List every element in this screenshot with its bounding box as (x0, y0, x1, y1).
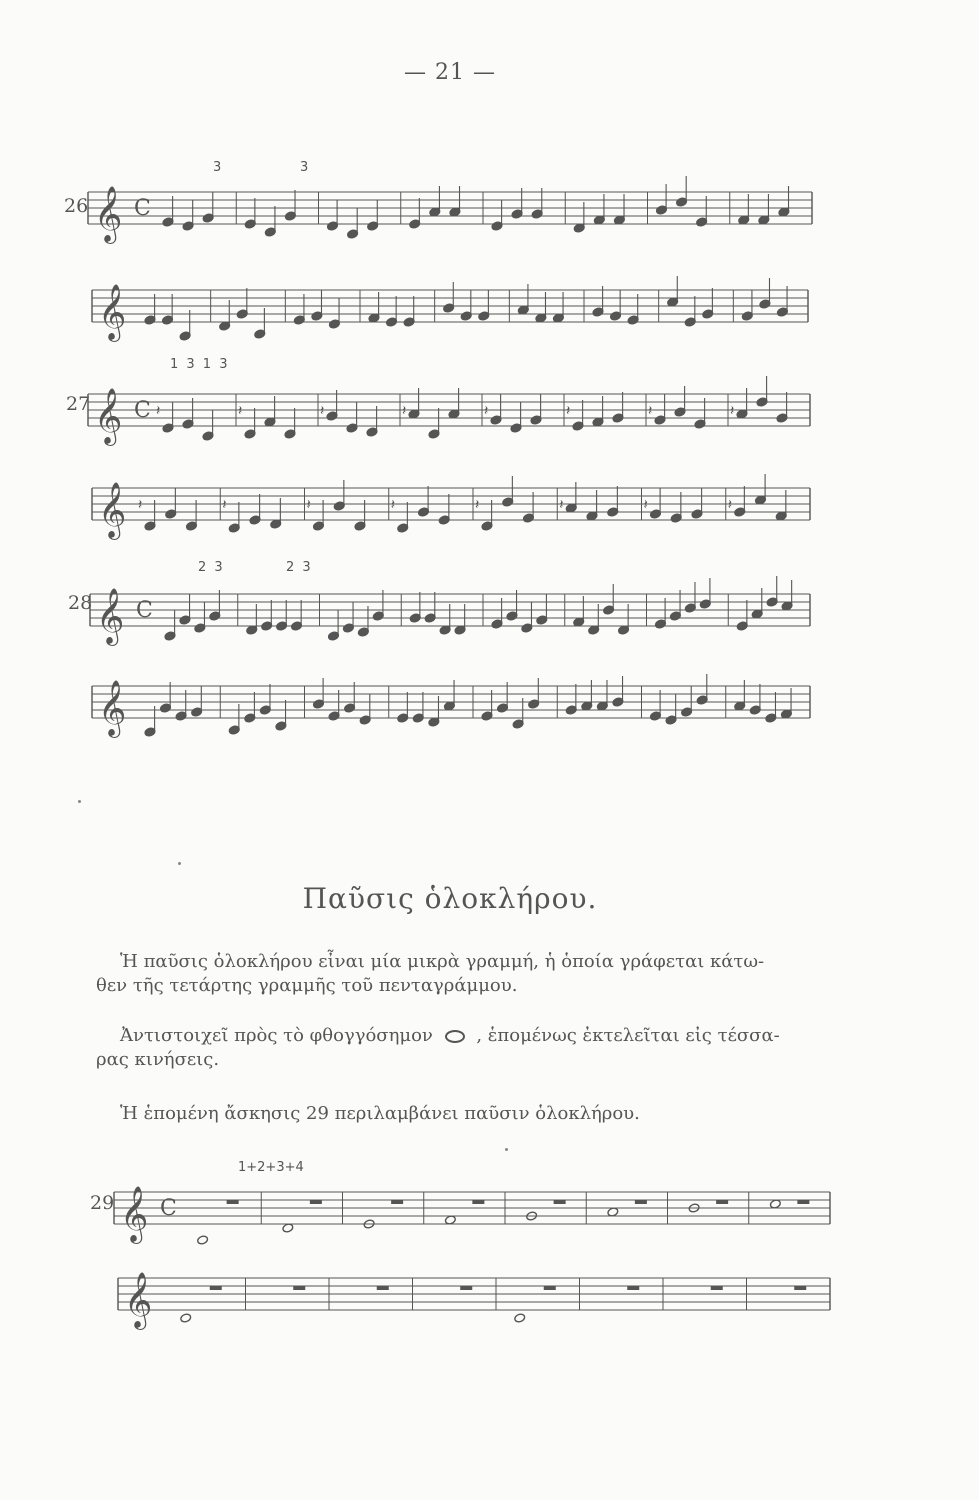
eighth-note (603, 584, 615, 615)
eighth-note (397, 502, 409, 533)
eighth-note (755, 474, 767, 505)
staff-26a (88, 170, 812, 260)
eighth-note (160, 682, 172, 713)
page-number: — 21 — (404, 60, 496, 85)
eighth-note (535, 292, 547, 323)
exercise-number: 26 (64, 195, 89, 217)
paragraph-next-exercise (120, 1102, 830, 1126)
eighth-note (736, 600, 748, 631)
fingering-label: 2 3 (198, 560, 225, 575)
text-fragment: , ἑπομένως ἐκτελεῖται εἰς τέσσα- (476, 1025, 780, 1046)
quarter-rest-icon: 𝄽 (238, 403, 243, 419)
eighth-note (444, 680, 456, 711)
staff-28b (92, 664, 810, 754)
text-line: Ἡ ἑπομένη ἄσκησις 29 περιλαμβάνει παῦσιν ὁλοκλήρου. (120, 1103, 640, 1124)
eighth-note (428, 696, 440, 727)
eighth-note (412, 692, 424, 723)
eighth-note (424, 592, 436, 623)
quarter-rest-icon: 𝄽 (648, 403, 653, 419)
eighth-note (357, 606, 369, 637)
eighth-note (627, 294, 639, 325)
whole-rest-icon (554, 1200, 566, 1204)
quarter-rest-icon: 𝄽 (320, 403, 325, 419)
text-fragment: Ἀντιστοιχεῖ πρὸς τὸ φθογγόσημον (120, 1025, 433, 1046)
eighth-note (228, 502, 240, 533)
eighth-note (517, 284, 529, 315)
paper-speck (178, 862, 181, 865)
eighth-note (684, 582, 696, 613)
eighth-note (428, 408, 440, 439)
fingering-label: 3 (213, 160, 224, 175)
whole-rest-icon (227, 1200, 239, 1204)
fingering-label: 2 3 (286, 560, 313, 575)
whole-rest-icon (210, 1286, 222, 1290)
staff-26b (92, 268, 808, 358)
eighth-note (531, 188, 543, 219)
treble-clef-icon: 𝄞 (96, 588, 125, 644)
eighth-note (506, 590, 518, 621)
text-line (120, 1024, 830, 1048)
eighth-note (244, 408, 256, 439)
eighth-note (429, 186, 441, 217)
eighth-note (618, 604, 630, 635)
text-line: Ἡ παῦσις ὁλοκλήρου εἶναι μία μικρὰ γραμμή, ἡ ὁποία γράφεται κάτω- (120, 951, 765, 972)
treble-clef-icon: 𝄞 (94, 388, 123, 444)
whole-note (180, 1313, 192, 1323)
eighth-note (439, 604, 451, 635)
quarter-rest-icon: 𝄽 (138, 497, 143, 513)
eighth-note (781, 688, 793, 719)
whole-note-icon (445, 1030, 465, 1043)
fingering-label: 1 3 1 3 (170, 357, 230, 372)
quarter-rest-icon: 𝄽 (222, 497, 227, 513)
eighth-note (736, 388, 748, 419)
eighth-note (684, 296, 696, 327)
quarter-rest-icon: 𝄽 (484, 403, 489, 419)
time-signature: C (134, 398, 151, 423)
eighth-note (293, 294, 305, 325)
treble-clef-icon: 𝄞 (120, 1186, 149, 1242)
paper-speck (78, 800, 81, 803)
eighth-note (565, 482, 577, 513)
quarter-rest-icon: 𝄽 (402, 403, 407, 419)
exercise-number: 27 (66, 393, 91, 415)
eighth-note (612, 392, 624, 423)
eighth-note (749, 684, 761, 715)
eighth-note (254, 308, 266, 339)
eighth-note (573, 596, 585, 627)
whole-rest-icon (797, 1200, 809, 1204)
eighth-note (581, 680, 593, 711)
eighth-note (766, 576, 778, 607)
treble-clef-icon: 𝄞 (98, 284, 127, 340)
eighth-note (593, 194, 605, 225)
eighth-note (650, 690, 662, 721)
staff-29b (118, 1256, 830, 1346)
quarter-rest-icon: 𝄽 (559, 497, 564, 513)
eighth-note (765, 692, 777, 723)
eighth-note (776, 392, 788, 423)
eighth-note (397, 692, 409, 723)
eighth-note (284, 408, 296, 439)
whole-rest-icon (460, 1286, 472, 1290)
quarter-rest-icon: 𝄽 (390, 497, 396, 513)
eighth-note (573, 202, 585, 233)
eighth-note (481, 500, 493, 531)
eighth-note (758, 194, 770, 225)
eighth-note (670, 590, 682, 621)
eighth-note (249, 494, 261, 525)
text-line: θεν τῆς τετάρτης γραμμῆς τοῦ πενταγράμμου. (96, 975, 518, 996)
eighth-note (759, 278, 771, 309)
quarter-rest-icon: 𝄽 (156, 403, 161, 419)
exercise-number: 28 (68, 592, 93, 614)
exercise-number: 29 (90, 1192, 115, 1214)
eighth-note (481, 690, 493, 721)
staff-27b (92, 466, 810, 556)
eighth-note (144, 294, 156, 325)
eighth-note (511, 188, 523, 219)
staff-28a (90, 572, 810, 662)
text-line: ρας κινήσεις. (96, 1049, 220, 1070)
whole-rest-icon (391, 1200, 403, 1204)
quarter-rest-icon: 𝄽 (727, 497, 733, 513)
eighth-note (261, 600, 273, 631)
eighth-note (775, 490, 787, 521)
time-signature: C (160, 1196, 177, 1221)
eighth-note (162, 294, 174, 325)
eighth-note (694, 398, 706, 429)
eighth-note (246, 604, 258, 635)
eighth-note (512, 698, 524, 729)
eighth-note (655, 598, 667, 629)
eighth-note (702, 288, 714, 319)
whole-rest-icon (627, 1286, 639, 1290)
eighth-note (612, 676, 624, 707)
eighth-note (209, 590, 221, 621)
eighth-note (344, 682, 356, 713)
eighth-note (696, 674, 708, 705)
eighth-note (588, 604, 600, 635)
eighth-note (502, 476, 514, 507)
eighth-note (418, 486, 430, 517)
eighth-note (778, 186, 790, 217)
fingering-label: 1+2+3+4 (238, 1160, 304, 1175)
whole-rest-icon (293, 1286, 305, 1290)
eighth-note (275, 700, 287, 731)
eighth-note (175, 690, 187, 721)
quarter-rest-icon: 𝄽 (306, 497, 311, 513)
eighth-note (607, 486, 619, 517)
whole-rest-icon (544, 1286, 556, 1290)
eighth-note (354, 500, 366, 531)
eighth-note (491, 598, 503, 629)
whole-rest-icon (310, 1200, 322, 1204)
eighth-note (670, 492, 682, 523)
whole-note (197, 1235, 209, 1245)
eighth-note (592, 396, 604, 427)
eighth-note (179, 310, 191, 341)
eighth-note (448, 388, 460, 419)
eighth-note (734, 486, 746, 517)
eighth-note (228, 704, 240, 735)
quarter-rest-icon: 𝄽 (730, 403, 735, 419)
eighth-note (244, 198, 256, 229)
whole-rest-icon (716, 1200, 728, 1204)
eighth-note (438, 494, 450, 525)
eighth-note (313, 500, 325, 531)
treble-clef-icon: 𝄞 (98, 482, 127, 538)
eighth-note (523, 492, 535, 523)
eighth-note (236, 288, 248, 319)
eighth-note (409, 198, 421, 229)
whole-rest-icon (635, 1200, 647, 1204)
quarter-rest-icon: 𝄽 (643, 497, 648, 513)
eighth-note (259, 684, 271, 715)
staff-27a (88, 372, 810, 462)
eighth-note (372, 590, 384, 621)
eighth-note (738, 194, 750, 225)
section-title: Παῦσις ὁλοκλήρου. (302, 882, 598, 915)
eighth-note (449, 186, 461, 217)
whole-rest-icon (377, 1286, 389, 1290)
eighth-note (777, 286, 789, 317)
eighth-note (565, 684, 577, 715)
eighth-note (781, 580, 793, 611)
eighth-note (667, 276, 679, 307)
eighth-note (219, 300, 231, 331)
eighth-note (326, 390, 338, 421)
eighth-note (144, 706, 156, 737)
whole-rest-icon (472, 1200, 484, 1204)
quarter-rest-icon: 𝄽 (566, 403, 571, 419)
whole-rest-icon (711, 1286, 723, 1290)
eighth-note (291, 600, 303, 631)
fingering-label: 3 (300, 160, 311, 175)
paragraph-correspondence (96, 1024, 830, 1072)
eighth-note (270, 498, 282, 529)
eighth-note (244, 692, 256, 723)
staff-29a (114, 1170, 830, 1260)
eighth-note (696, 196, 708, 227)
whole-rest-icon (794, 1286, 806, 1290)
eighth-note (284, 190, 296, 221)
eighth-note (264, 206, 276, 237)
eighth-note (403, 296, 415, 327)
eighth-note (592, 286, 604, 317)
eighth-note (408, 388, 420, 419)
eighth-note (328, 690, 340, 721)
treble-clef-icon: 𝄞 (124, 1272, 153, 1328)
eighth-note (366, 406, 378, 437)
eighth-note (497, 682, 509, 713)
eighth-note (276, 600, 288, 631)
eighth-note (386, 296, 398, 327)
eighth-note (572, 400, 584, 431)
treble-clef-icon: 𝄞 (94, 186, 123, 242)
time-signature: C (134, 196, 151, 221)
eighth-note (368, 292, 380, 323)
eighth-note (409, 592, 421, 623)
eighth-note (751, 588, 763, 619)
eighth-note (454, 604, 466, 635)
eighth-note (586, 490, 598, 521)
whole-note (514, 1313, 526, 1323)
eighth-note (144, 500, 156, 531)
eighth-note (182, 398, 194, 429)
paper-speck (505, 1148, 508, 1151)
eighth-note (162, 196, 174, 227)
eighth-note (613, 194, 625, 225)
paragraph-definition (96, 950, 830, 998)
treble-clef-icon: 𝄞 (98, 680, 127, 736)
eighth-note (186, 500, 198, 531)
eighth-note (264, 396, 276, 427)
eighth-note (734, 680, 746, 711)
quarter-rest-icon: 𝄽 (475, 497, 480, 513)
time-signature: C (136, 598, 153, 623)
eighth-note (756, 376, 768, 407)
eighth-note (553, 292, 565, 323)
eighth-note (596, 680, 608, 711)
